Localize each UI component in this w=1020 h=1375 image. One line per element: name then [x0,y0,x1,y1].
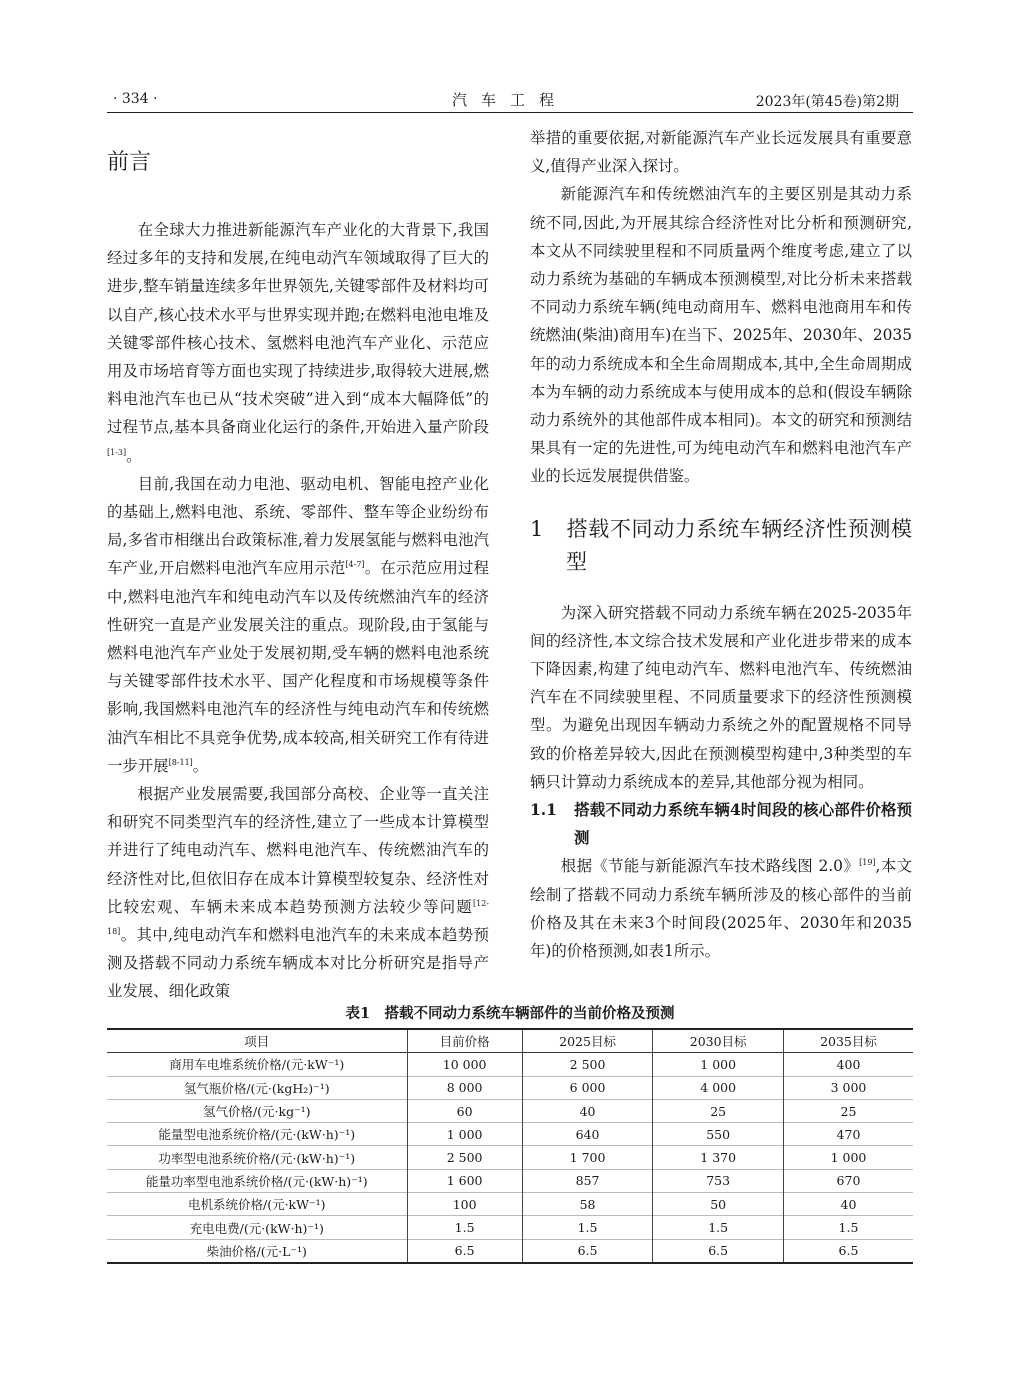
table-item-cell: 电机系统价格/(元·kW⁻¹) [107,1193,407,1216]
table-value-cell: 1 600 [407,1169,522,1192]
table-item-cell: 氢气瓶价格/(元·(kgH₂)⁻¹) [107,1076,407,1099]
table-row [107,1053,913,1076]
paragraph: 新能源汽车和传统燃油汽车的主要区别是其动力系统不同,因此,为开展其综合经济性对比分析和预测研究,本文从不同续驶里程和不同质量两个维度考虑,建立了以动力系统为基础的车辆成本预测模型,对比分析未来搭载不同动力系统车辆(纯电动商用车、燃料电池商用车和传统燃油(柴油)商用车)在当下、2025年、2030年、2035年的动力系统成本和全生命周期成本,其中,全生命周期成本为车辆的动力系统成本与使用成本的总和(假设车辆除动力系统外的其他部件成本相同)。本文的研究和预测结果具有一定的先进性,可为纯电动汽车和燃料电池汽车产业的长远发展提供借鉴。 [530,185,912,486]
table-header-cell: 项目 [244,1034,270,1050]
paragraph: 为深入研究搭载不同动力系统车辆在2025-2035年间的经济性,本文综合技术发展和产业化进步带来的成本下降因素,构建了纯电动汽车、燃料电池汽车、传统燃油汽车在不同续驶里程、不同质量要求下的经济性预测模型。为避免出现因车辆动力系统之外的配置规格不同导致的价格差异较大,因此在预测模型构建中,3种类型的车辆只计算动力系统成本的差异,其他部分视为相同。 [530,603,912,791]
citation: [12-18] [107,898,489,936]
left-column [107,124,489,1006]
table-value-cell: 550 [653,1123,784,1146]
table-value-cell: 857 [522,1169,653,1192]
table-body [107,1053,913,1263]
table-value-cell: 1.5 [407,1216,522,1239]
table-value-cell: 6.5 [407,1239,522,1263]
table-row [107,1193,913,1216]
issue-info: 2023年(第45卷)第2期 [755,94,899,110]
table-value-cell: 25 [653,1099,784,1122]
table-value-cell: 6.5 [783,1239,913,1263]
table-value-cell: 670 [783,1169,913,1192]
table-header-cell: 2030目标 [653,1029,784,1053]
table-value-cell: 2 500 [522,1053,653,1076]
table-row [107,1239,913,1263]
paragraph-continued: 举措的重要依据,对新能源汽车产业长远发展具有重要意义,值得产业深入探讨。 [530,129,912,176]
table-row [107,1146,913,1169]
table-value-cell: 10 000 [407,1053,522,1076]
table-value-cell: 1.5 [783,1216,913,1239]
table-value-cell: 3 000 [783,1076,913,1099]
table-header-row [107,1029,913,1053]
citation: [1-3] [107,447,127,457]
paragraph: 根据产业发展需要,我国部分高校、企业等一直关注和研究不同类型汽车的经济性,建立了一些成本计算模型并进行了纯电动汽车、燃料电池汽车、传统燃油汽车的经济性对比,但依旧存在成本计算模型较复杂、经济性对比较宏观、车辆未来成本趋势预测方法较少等问题[12-18]。其中,纯电动汽车和燃料电池汽车的未来成本趋势预测及搭载不同动力系统车辆成本对比分析研究是指导产业发展、细化政策 [107,785,489,1001]
table-value-cell: 60 [407,1099,522,1122]
table-value-cell: 6.5 [522,1239,653,1263]
table-value-cell: 8 000 [407,1076,522,1099]
table-row [107,1099,913,1122]
table-value-cell: 753 [653,1169,784,1192]
table-value-cell: 1.5 [522,1216,653,1239]
subsection-heading: 1.1 搭载不同动力系统车辆4时间段的核心部件价格预测 [530,801,912,848]
table-header-cell: 目前价格 [407,1029,522,1053]
table-row [107,1123,913,1146]
journal-title: 汽车工程 [451,91,568,109]
table-value-cell: 1 000 [783,1146,913,1169]
preface-heading: 前言 [107,150,152,175]
table-row [107,1169,913,1192]
table-value-cell: 6 000 [522,1076,653,1099]
table-value-cell: 25 [783,1099,913,1122]
table-value-cell: 1 000 [407,1123,522,1146]
table-value-cell: 1.5 [653,1216,784,1239]
running-header [107,88,913,113]
right-column [530,124,912,965]
table-caption: 表1 搭载不同动力系统车辆部件的当前价格及预测 [345,1005,675,1022]
page-number: · 334 · [113,91,158,107]
table-value-cell: 40 [783,1193,913,1216]
table-header-cell: 2035目标 [783,1029,913,1053]
paragraph: 根据《节能与新能源汽车技术路线图 2.0》[19],本文绘制了搭载不同动力系统车辆所涉及的核心部件的当前价格及其在未来3个时间段(2025年、2030年和2035年)的价格预测,如表1所示。 [530,857,912,961]
table-item-cell: 充电电费/(元·(kW·h)⁻¹) [107,1216,407,1239]
price-table [107,1028,913,1264]
paragraph: 目前,我国在动力电池、驱动电机、智能电控产业化的基础上,燃料电池、系统、零部件、整车等企业纷纷布局,多省市相继出台政策标准,着力发展氢能与燃料电池汽车产业,开启燃料电池汽车应用示范[4-7]。在示范应用过程中,燃料电池汽车和纯电动汽车以及传统燃油汽车的经济性研究一直是产业发展关注的重点。现阶段,由于氢能与燃料电池汽车产业处于发展初期,受车辆的燃料电池系统与关键零部件技术水平、国产化程度和市场规模等条件影响,我国燃料电池汽车的经济性与纯电动汽车和传统燃油汽车相比不具竞争优势,成本较高,相关研究工作有待进一步开展[8-11]。 [107,474,489,775]
table-value-cell: 40 [522,1099,653,1122]
table-item-cell: 柴油价格/(元·L⁻¹) [107,1239,407,1263]
table-row [107,1216,913,1239]
table-value-cell: 400 [783,1053,913,1076]
citation: [8-11] [168,757,193,767]
citation: [19] [859,858,876,868]
table-value-cell: 640 [522,1123,653,1146]
table-row [107,1076,913,1099]
table-value-cell: 100 [407,1193,522,1216]
table-item-cell: 氢气价格/(元·kg⁻¹) [107,1099,407,1122]
table-value-cell: 50 [653,1193,784,1216]
table-header-cell: 2025目标 [522,1029,653,1053]
section-heading: 1 搭载不同动力系统车辆经济性预测模型 [530,516,912,574]
table-value-cell: 470 [783,1123,913,1146]
table-value-cell: 6.5 [653,1239,784,1263]
table-item-cell: 能量型电池系统价格/(元·(kW·h)⁻¹) [107,1123,407,1146]
table-value-cell: 1 000 [653,1053,784,1076]
table-value-cell: 58 [522,1193,653,1216]
table-item-cell: 能量功率型电池系统价格/(元·(kW·h)⁻¹) [107,1169,407,1192]
table-value-cell: 4 000 [653,1076,784,1099]
table-value-cell: 2 500 [407,1146,522,1169]
paragraph: 在全球大力推进新能源汽车产业化的大背景下,我国经过多年的支持和发展,在纯电动汽车领域取得了巨大的进步,整车销量连续多年世界领先,关键零部件及材料均可以自产,核心技术水平与世界实现并跑;在燃料电池电堆及关键零部件核心技术、氢燃料电池汽车产业化、示范应用及市场培育等方面也实现了持续进步,取得较大进展,燃料电池汽车也已从“技术突破”进入到“成本大幅降低”的过程节点,基本具备商业化运行的条件,开始进入量产阶段[1-3]。 [107,221,489,465]
citation: [4-7] [345,560,365,570]
table-value-cell: 1 370 [653,1146,784,1169]
table-value-cell: 1 700 [522,1146,653,1169]
table-item-cell: 商用车电堆系统价格/(元·kW⁻¹) [169,1057,345,1073]
table-item-cell: 功率型电池系统价格/(元·(kW·h)⁻¹) [107,1146,407,1169]
